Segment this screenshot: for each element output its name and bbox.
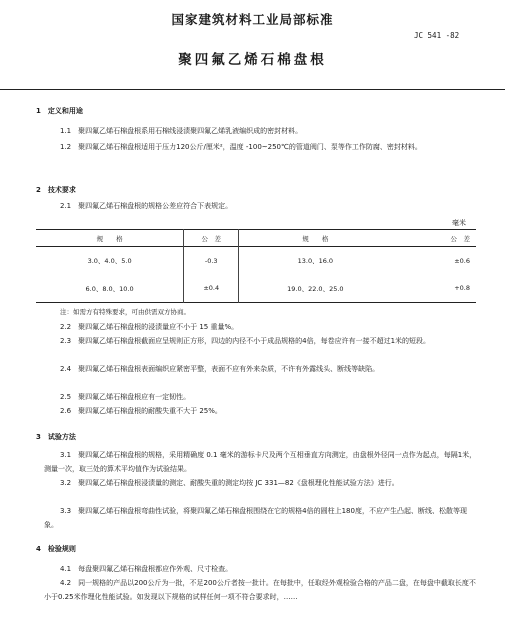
clause-4-1: 4.1 每盘聚四氟乙烯石棉盘根都应作外观、尺寸检查。 bbox=[60, 565, 233, 573]
cell-tolerance: ±0.6 bbox=[454, 256, 470, 265]
document-title: 聚四氟乙烯石棉盘根 bbox=[178, 52, 327, 68]
standard-number: JC 541 -82 bbox=[414, 31, 460, 40]
header-tolerance-2: 公 差 bbox=[450, 234, 470, 243]
clause-3-2: 3.2 聚四氟乙烯石棉盘根浸渍量的测定、耐酸失重的测定均按 JC 331—82《盘根理化性能试验方法》进行。 bbox=[60, 479, 399, 487]
spec-table bbox=[36, 229, 476, 303]
header-spec-1: 规 格 bbox=[96, 234, 123, 243]
clause-2-2: 2.2 聚四氟乙烯石棉盘根的浸渍量应不小于 15 重量%。 bbox=[60, 323, 239, 331]
table-row bbox=[36, 247, 476, 275]
clause-4-2: 4.2 同一规格的产品以200公斤为一批，不足200公斤者按一批计。在每批中，任取经外观检验合格的产品二盘，在每盘中截取长度不小于0.25米作理化性能试验。如发现以下规格的试样任何一项不符合要求时，…… bbox=[44, 579, 476, 601]
table-unit: 毫米 bbox=[452, 219, 466, 227]
header-tolerance-1: 公 差 bbox=[184, 230, 239, 247]
cell-spec: 19.0、22.0、25.0 bbox=[239, 275, 392, 303]
clause-2-3: 2.3 聚四氟乙烯石棉盘根截面应呈规则正方形，四边的内径不小于成品规格的4倍，每卷应许有一接不超过1米的短段。 bbox=[60, 337, 431, 345]
issuing-authority: 国家建筑材料工业局部标准 bbox=[171, 12, 334, 27]
clause-2-6: 2.6 聚四氟乙烯石棉盘根的耐酸失重不大于 25%。 bbox=[60, 407, 222, 415]
clause-2-5: 2.5 聚四氟乙烯石棉盘根应有一定韧性。 bbox=[60, 393, 191, 401]
clause-1-1: 1.1 聚四氟乙烯石棉盘根系用石棉线浸渍聚四氟乙烯乳液编织成的密封材料。 bbox=[60, 127, 303, 135]
clause-1-2: 1.2 聚四氟乙烯石棉盘根适用于压力120公斤/厘米²，温度 -100~250℃的管道阀门、泵等作工作防腐、密封材料。 bbox=[60, 143, 422, 151]
table-header-row bbox=[36, 230, 476, 247]
cell-tolerance: -0.3 bbox=[184, 247, 239, 275]
section-1-heading: 1 定义和用途 bbox=[36, 107, 83, 115]
clause-2-1: 2.1 聚四氟乙烯石棉盘根的规格公差应符合下表规定。 bbox=[60, 202, 233, 210]
table-row bbox=[36, 275, 476, 303]
cell-spec: 3.0、4.0、5.0 bbox=[87, 257, 132, 266]
header-spec-2: 规 格 bbox=[239, 230, 392, 247]
section-3-heading: 3 试验方法 bbox=[36, 433, 76, 441]
cell-tolerance: +0.8 bbox=[454, 284, 470, 293]
section-2-heading: 2 技术要求 bbox=[36, 186, 76, 194]
cell-spec: 13.0、16.0 bbox=[239, 247, 392, 275]
clause-3-1: 3.1 聚四氟乙烯石棉盘根的规格，采用精确度 0.1 毫米的游标卡尺及两个互相垂直方向测定，由盘根外径同一点作为起点，每隔1米，测量一次，取三处的算术平均值作为试验结果。 bbox=[44, 451, 477, 473]
cell-spec: 6.0、8.0、10.0 bbox=[85, 284, 134, 293]
section-4-heading: 4 检验规则 bbox=[36, 545, 76, 553]
clause-2-4: 2.4 聚四氟乙烯石棉盘根表面编织应紧密平整，表面不应有外来杂质，不许有外露线头、断线等缺陷。 bbox=[60, 365, 380, 373]
header-rule bbox=[0, 89, 505, 90]
table-note: 注：如需方有特殊要求，可由供需双方协商。 bbox=[60, 308, 190, 316]
clause-3-3: 3.3 聚四氟乙烯石棉盘根弯曲性试验，将聚四氟乙烯石棉盘根围绕在它的规格4倍的圆柱上180度，不应产生凸起、断线、松散等现象。 bbox=[44, 507, 467, 529]
cell-tolerance: ±0.4 bbox=[184, 275, 239, 303]
